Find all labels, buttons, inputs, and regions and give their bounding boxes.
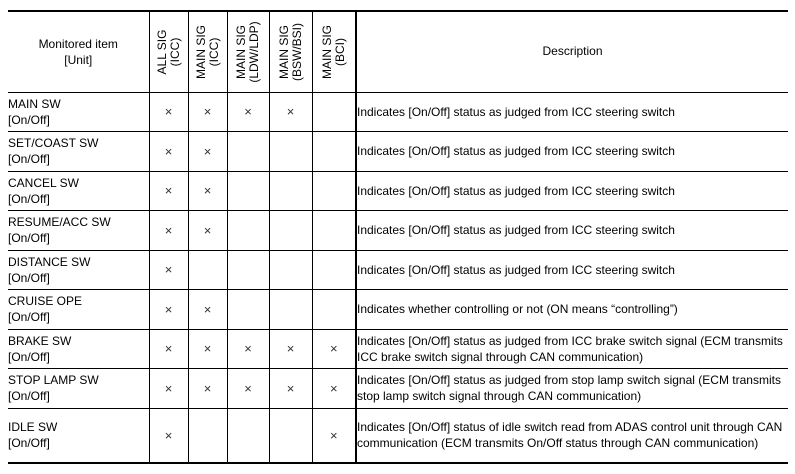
monitored-item-label: Monitored item: [38, 36, 118, 51]
sig-header-line2: (ICC): [206, 37, 221, 67]
mark-cell: [269, 250, 312, 290]
sig-header-main-bsw-bsi: [269, 11, 312, 92]
item-name: IDLE SW: [8, 420, 58, 435]
mark-cell: ×: [269, 329, 312, 369]
item-cell: [8, 290, 149, 330]
mark-cell: ×: [188, 211, 227, 251]
item-cell: [8, 250, 149, 290]
mark-cell: ×: [149, 408, 188, 463]
description-cell: Indicates whether controlling or not (ON means “controlling”): [356, 290, 788, 330]
sig-header-main-ldw-ldp: [227, 11, 269, 92]
mark-cell: ×: [149, 369, 188, 409]
mark-cell: [312, 92, 356, 132]
description-cell: Indicates [On/Off] status as judged from ICC steering switch: [356, 92, 788, 132]
mark-cell: ×: [312, 408, 356, 463]
description-cell: Indicates [On/Off] status as judged from stop lamp switch signal (ECM transmits stop lamp switch signal through CAN communication): [356, 369, 788, 409]
mark-cell: [269, 408, 312, 463]
mark-cell: [312, 132, 356, 172]
table-row: [8, 171, 788, 211]
item-unit: [On/Off]: [8, 191, 50, 206]
mark-cell: ×: [312, 369, 356, 409]
mark-cell: ×: [188, 171, 227, 211]
sig-header-line2: (BCI): [332, 37, 347, 66]
mark-cell: ×: [149, 92, 188, 132]
sig-header-line1: ALL SIG: [154, 29, 169, 75]
description-cell: Indicates [On/Off] status as judged from ICC steering switch: [356, 171, 788, 211]
mark-cell: [312, 211, 356, 251]
table-row: [8, 92, 788, 132]
mark-cell: [227, 171, 269, 211]
item-name: CRUISE OPE: [8, 294, 83, 309]
mark-cell: [227, 408, 269, 463]
mark-cell: [227, 132, 269, 172]
item-cell: [8, 369, 149, 409]
unit-label: [Unit]: [64, 52, 93, 67]
mark-cell: [188, 250, 227, 290]
description-cell: Indicates [On/Off] status as judged from ICC steering switch: [356, 250, 788, 290]
mark-cell: ×: [149, 329, 188, 369]
mark-cell: ×: [188, 329, 227, 369]
description-cell: Indicates [On/Off] status as judged from ICC steering switch: [356, 211, 788, 251]
item-cell: [8, 211, 149, 251]
description-cell: Indicates [On/Off] status as judged from ICC brake switch signal (ECM transmits ICC brake switch signal through CAN communication): [356, 329, 788, 369]
item-unit: [On/Off]: [8, 112, 50, 127]
item-unit: [On/Off]: [8, 389, 50, 404]
mark-cell: ×: [188, 290, 227, 330]
item-unit: [On/Off]: [8, 310, 50, 325]
item-name: BRAKE SW: [8, 333, 72, 348]
mark-cell: ×: [227, 369, 269, 409]
item-cell: [8, 92, 149, 132]
description-cell: Indicates [On/Off] status of idle switch read from ADAS control unit through CAN communication (ECM transmits On/Off status through CAN communication): [356, 408, 788, 463]
description-cell: Indicates [On/Off] status as judged from ICC steering switch: [356, 132, 788, 172]
description-header: Description: [356, 11, 788, 92]
item-name: RESUME/ACC SW: [8, 215, 111, 230]
mark-cell: [312, 250, 356, 290]
table-row: [8, 369, 788, 409]
mark-cell: ×: [269, 369, 312, 409]
item-cell: [8, 408, 149, 463]
table-row: [8, 211, 788, 251]
table-row: [8, 250, 788, 290]
sig-header-line1: MAIN SIG: [319, 24, 334, 79]
sig-header-main-icc: [188, 11, 227, 92]
mark-cell: [227, 211, 269, 251]
item-unit: [On/Off]: [8, 152, 50, 167]
sig-header-line2: (LDW/LDP): [247, 21, 261, 83]
mark-cell: [188, 408, 227, 463]
mark-cell: ×: [149, 290, 188, 330]
monitor-item-table: [8, 10, 788, 464]
mark-cell: ×: [312, 329, 356, 369]
mark-cell: ×: [149, 171, 188, 211]
table-row: [8, 290, 788, 330]
mark-cell: ×: [149, 211, 188, 251]
mark-cell: [227, 250, 269, 290]
sig-header-line1: MAIN SIG: [234, 24, 248, 79]
sig-header-line1: MAIN SIG: [276, 24, 291, 79]
sig-header-all-icc: [149, 11, 188, 92]
item-name: DISTANCE SW: [8, 254, 91, 269]
item-unit: [On/Off]: [8, 436, 50, 451]
mark-cell: [227, 290, 269, 330]
item-name: MAIN SW: [8, 96, 61, 111]
mark-cell: [312, 171, 356, 211]
item-unit: [On/Off]: [8, 270, 50, 285]
mark-cell: ×: [188, 132, 227, 172]
mark-cell: ×: [188, 369, 227, 409]
sig-header-line2: (BSW/BSI): [289, 22, 304, 81]
sig-header-main-bci: [312, 11, 356, 92]
mark-cell: [269, 211, 312, 251]
item-cell: [8, 329, 149, 369]
table-row: [8, 329, 788, 369]
mark-cell: [269, 290, 312, 330]
table-row: [8, 132, 788, 172]
item-name: SET/COAST SW: [8, 136, 99, 151]
monitored-item-header: [8, 11, 149, 92]
mark-cell: ×: [227, 329, 269, 369]
mark-cell: ×: [269, 92, 312, 132]
table-header-row: [8, 11, 788, 92]
sig-header-line1: MAIN SIG: [193, 24, 208, 79]
item-cell: [8, 171, 149, 211]
item-name: STOP LAMP SW: [8, 373, 99, 388]
mark-cell: [269, 171, 312, 211]
mark-cell: [312, 290, 356, 330]
item-name: CANCEL SW: [8, 175, 79, 190]
mark-cell: ×: [149, 132, 188, 172]
mark-cell: [269, 132, 312, 172]
item-cell: [8, 132, 149, 172]
table-row: [8, 408, 788, 463]
mark-cell: ×: [149, 250, 188, 290]
item-unit: [On/Off]: [8, 231, 50, 246]
item-unit: [On/Off]: [8, 349, 50, 364]
mark-cell: ×: [188, 92, 227, 132]
mark-cell: ×: [227, 92, 269, 132]
sig-header-line2: (ICC): [167, 37, 182, 67]
